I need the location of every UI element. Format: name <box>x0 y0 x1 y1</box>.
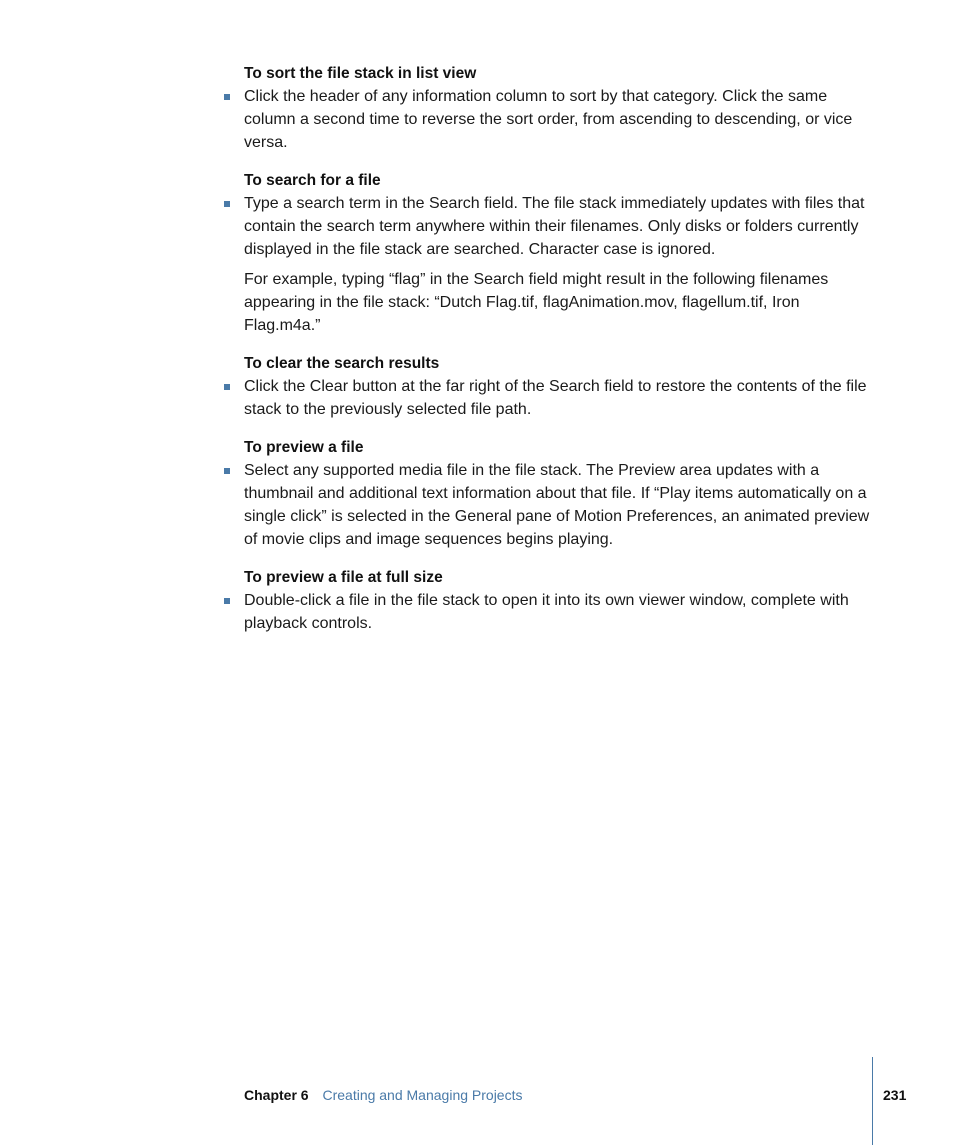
section-clear-search <box>0 352 954 421</box>
bullet-item <box>244 589 876 635</box>
example-paragraph: For example, typing “flag” in the Search field might result in the following filenames appearing in the file stack: “Dutch Flag.tif, flagAnimation.mov, flagellum.tif, Iron Flag.m4a.” <box>244 271 829 334</box>
page-number: 231 <box>883 1087 907 1103</box>
task-heading: To search for a file <box>244 172 381 189</box>
section-sort-list-view <box>0 62 954 154</box>
square-bullet-icon <box>224 384 230 390</box>
bullet-text: Click the Clear button at the far right of the Search field to restore the contents of the file stack to the previously selected file path. <box>244 378 867 418</box>
page-footer <box>244 1086 522 1104</box>
bullet-item <box>244 192 876 261</box>
bullet-text: Click the header of any information column to sort by that category. Click the same column a second time to reverse the sort order, from ascending to descending, or vice versa. <box>244 88 853 151</box>
bullet-item <box>244 85 876 154</box>
bullet-item <box>244 459 876 551</box>
chapter-label: Chapter 6 <box>244 1087 309 1103</box>
section-search-file <box>0 169 954 337</box>
bullet-text: Double-click a file in the file stack to open it into its own viewer window, complete with playback controls. <box>244 592 849 632</box>
square-bullet-icon <box>224 94 230 100</box>
bullet-text: Type a search term in the Search field. The file stack immediately updates with files that contain the search term anywhere within their filenames. Only disks or folders currently displayed in the file stack are searched. Character case is ignored. <box>244 195 865 258</box>
section-preview-file <box>0 436 954 551</box>
section-preview-full-size <box>0 566 954 635</box>
chapter-title: Creating and Managing Projects <box>322 1087 523 1103</box>
page-content <box>0 62 954 650</box>
bullet-item <box>244 375 876 421</box>
task-heading: To sort the file stack in list view <box>244 65 477 82</box>
square-bullet-icon <box>224 201 230 207</box>
task-heading: To preview a file at full size <box>244 569 443 586</box>
bullet-text: Select any supported media file in the file stack. The Preview area updates with a thumbnail and additional text information about that file. If “Play items automatically on a single click” is selected in the General pane of Motion Preferences, an animated preview of movie clips and image sequences begins playing. <box>244 462 870 548</box>
square-bullet-icon <box>224 468 230 474</box>
square-bullet-icon <box>224 598 230 604</box>
task-heading: To preview a file <box>244 439 364 456</box>
task-heading: To clear the search results <box>244 355 440 372</box>
footer-divider <box>872 1057 873 1145</box>
